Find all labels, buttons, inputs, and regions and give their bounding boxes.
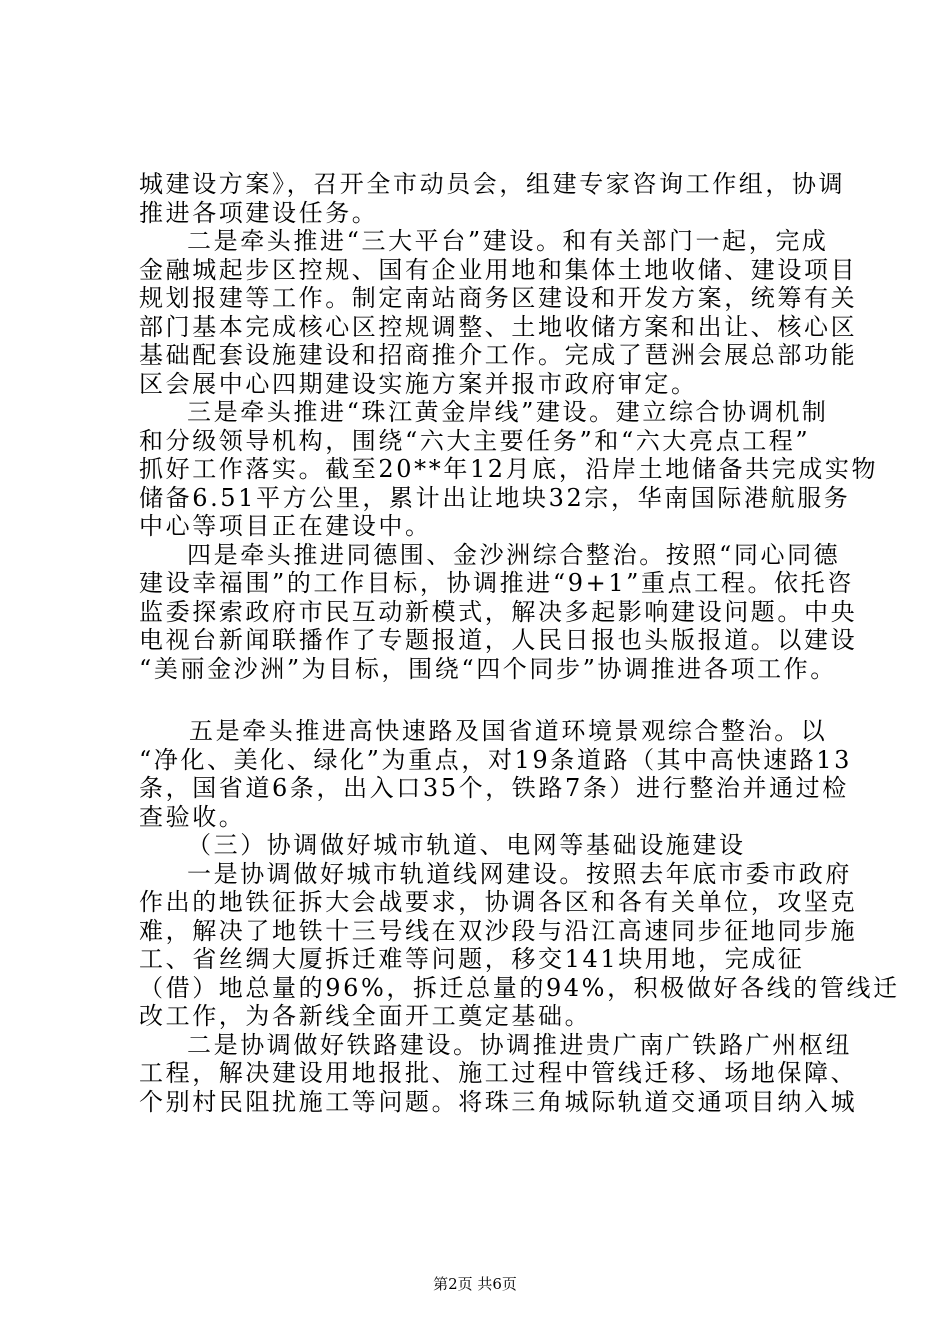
text-line: 金融城起步区控规、国有企业用地和集体土地收储、建设项目 [139,255,858,284]
text-line: 一是协调做好城市轨道线网建设。按照去年底市委市政府 [187,859,852,888]
text-line: 中心等项目正在建设中。 [139,512,432,540]
text-line: 条，国省道6条，出入口35个，铁路7条）进行整治并通过检 [139,774,849,802]
text-line: 个别村民阻扰施工等问题。将珠三角城际轨道交通项目纳入城 [139,1087,858,1116]
text-line: 建设幸福围”的工作目标，协调推进“9+1”重点工程。依托咨 [139,569,854,597]
document-body [139,170,900,1116]
text-line: 二是协调做好铁路建设。协调推进贵广南广铁路广州枢纽 [187,1030,852,1059]
text-line: 五是牵头推进高快速路及国省道环境景观综合整治。以 [189,717,828,745]
text-line: 规划报建等工作。制定南站商务区建设和开发方案，统筹有关 [139,284,858,312]
paragraph-tongdewei [139,540,858,684]
text-line: “美丽金沙洲”为目标，围绕“四个同步”协调推进各项工作。 [139,654,837,683]
text-line: 城建设方案》，召开全市动员会，组建专家咨询工作组，协调 [139,170,846,198]
text-line: 三是牵头推进“珠江黄金岸线”建设。建立综合协调机制 [187,398,829,426]
text-line: 改工作，为各新线全面开工奠定基础。 [139,1002,592,1030]
text-line: 工、省丝绸大厦拆迁难等问题，移交141块用地，完成征 [139,945,805,973]
text-line: 推进各项建设任务。 [139,198,379,227]
text-line: 和分级领导机构，围绕“六大主要任务”和“六大亮点工程” [139,426,811,455]
text-line: 监委探索政府市民互动新模式，解决多起影响建设问题。中央 [139,597,858,626]
paragraph-pearl-river [139,398,879,541]
section-heading [139,831,839,860]
paragraph-continued [139,170,846,227]
text-line: 查验收。 [139,802,246,831]
text-line: 抓好工作落实。截至20**年12月底，沿岸土地储备共完成实物 [139,455,879,483]
text-line: 四是牵头推进同德围、金沙洲综合整治。按照“同心同德 [187,540,841,569]
text-line: 二是牵头推进“三大平台”建设。和有关部门一起，完成 [187,227,829,255]
paragraph-expressways [139,717,853,831]
text-line: 工程，解决建设用地报批、施工过程中管线迁移、场地保障、 [139,1059,858,1087]
text-line: （借）地总量的96%，拆迁总量的94%，积极做好各线的管线迁 [139,973,900,1002]
paragraph-platforms [139,227,858,398]
page-footer [0,1274,950,1294]
text-line: 作出的地铁征拆大会战要求，协调各区和各有关单位，攻坚克 [139,888,858,916]
text-line: 部门基本完成核心区控规调整、土地收储方案和出让、核心区 [139,312,858,341]
text-line: 电视台新闻联播作了专题报道，人民日报也头版报道。以建设 [139,626,858,654]
page-number: 第2页 共6页 [433,1275,517,1293]
paragraph-rail-network [139,859,900,1031]
text-line: 区会展中心四期建设实施方案并报市政府审定。 [139,369,698,398]
text-line: “净化、美化、绿化”为重点，对19条道路（其中高快速路13 [139,745,853,774]
paragraph-railway [139,1030,858,1117]
text-line: 难，解决了地铁十三号线在双沙段与沿江高速同步征地同步施 [139,916,858,945]
text-line: 储备6.51平方公里，累计出让地块32宗，华南国际港航服务 [139,483,851,512]
section-heading-text: （三）协调做好城市轨道、电网等基础设施建设 [187,831,746,859]
text-line: 基础配套设施建设和招商推介工作。完成了琶洲会展总部功能 [139,341,858,369]
paragraph-gap [139,683,839,717]
